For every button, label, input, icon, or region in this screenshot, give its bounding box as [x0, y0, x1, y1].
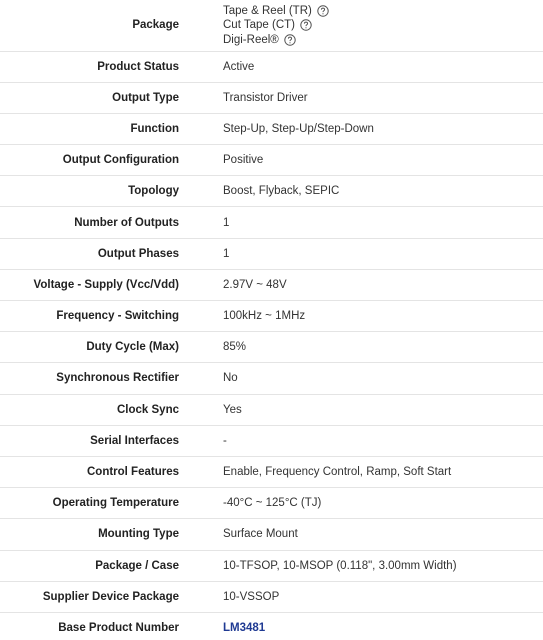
base-product-link[interactable]: LM3481	[223, 622, 266, 635]
spec-label: Output Phases	[0, 238, 206, 269]
package-option-label: Tape & Reel (TR)	[223, 4, 312, 17]
spec-label: Number of Outputs	[0, 207, 206, 238]
spec-row-control-features	[0, 456, 543, 487]
package-option-cut-tape	[223, 18, 543, 33]
spec-row-topology	[0, 176, 543, 207]
spec-value: Transistor Driver	[206, 82, 543, 113]
package-option-label: Digi-Reel®	[223, 33, 279, 46]
spec-row-duty-cycle	[0, 332, 543, 363]
spec-row-clock-sync	[0, 394, 543, 425]
spec-label: Package / Case	[0, 550, 206, 581]
spec-label: Duty Cycle (Max)	[0, 332, 206, 363]
spec-value: Positive	[206, 145, 543, 176]
spec-value: Enable, Frequency Control, Ramp, Soft Start	[206, 456, 543, 487]
spec-row-product-status	[0, 51, 543, 82]
spec-value: 1	[206, 238, 543, 269]
spec-label: Function	[0, 113, 206, 144]
spec-label: Serial Interfaces	[0, 425, 206, 456]
spec-row-output-configuration	[0, 145, 543, 176]
spec-label: Voltage - Supply (Vcc/Vdd)	[0, 269, 206, 300]
package-options	[206, 0, 543, 51]
spec-label: Control Features	[0, 456, 206, 487]
spec-value: Active	[206, 51, 543, 82]
base-product-cell	[206, 612, 543, 640]
spec-label: Output Type	[0, 82, 206, 113]
spec-label: Supplier Device Package	[0, 581, 206, 612]
spec-row-operating-temperature	[0, 488, 543, 519]
spec-row-package	[0, 0, 543, 51]
spec-row-package-case	[0, 550, 543, 581]
spec-label: Clock Sync	[0, 394, 206, 425]
spec-value: 1	[206, 207, 543, 238]
question-circle-icon[interactable]	[317, 5, 329, 17]
spec-label: Base Product Number	[0, 612, 206, 640]
spec-row-output-phases	[0, 238, 543, 269]
spec-value: 10-TFSOP, 10-MSOP (0.118", 3.00mm Width)	[206, 550, 543, 581]
spec-label: Product Status	[0, 51, 206, 82]
spec-row-function	[0, 113, 543, 144]
spec-value: Surface Mount	[206, 519, 543, 550]
question-circle-icon[interactable]	[300, 19, 312, 31]
spec-row-voltage-supply	[0, 269, 543, 300]
spec-value: -40°C ~ 125°C (TJ)	[206, 488, 543, 519]
spec-value: 85%	[206, 332, 543, 363]
spec-row-synchronous-rectifier	[0, 363, 543, 394]
spec-row-mounting-type	[0, 519, 543, 550]
spec-value: Step-Up, Step-Up/Step-Down	[206, 113, 543, 144]
spec-row-number-of-outputs	[0, 207, 543, 238]
package-option-label: Cut Tape (CT)	[223, 19, 296, 31]
spec-row-serial-interfaces	[0, 425, 543, 456]
spec-label: Topology	[0, 176, 206, 207]
spec-value: 10-VSSOP	[206, 581, 543, 612]
spec-label: Frequency - Switching	[0, 301, 206, 332]
spec-label: Operating Temperature	[0, 488, 206, 519]
spec-label: Synchronous Rectifier	[0, 363, 206, 394]
spec-value: -	[206, 425, 543, 456]
spec-value: 2.97V ~ 48V	[206, 269, 543, 300]
spec-row-base-product-number	[0, 612, 543, 640]
spec-value: No	[206, 363, 543, 394]
package-option-digi-reel	[223, 33, 543, 48]
spec-row-supplier-device-package	[0, 581, 543, 612]
spec-row-frequency-switching	[0, 301, 543, 332]
spec-value: Boost, Flyback, SEPIC	[206, 176, 543, 207]
spec-label: Output Configuration	[0, 145, 206, 176]
question-circle-icon[interactable]	[284, 34, 296, 46]
spec-label: Mounting Type	[0, 519, 206, 550]
spec-row-output-type	[0, 82, 543, 113]
package-option-tape-reel	[223, 4, 543, 19]
spec-label: Package	[132, 19, 179, 32]
spec-value: Yes	[206, 394, 543, 425]
spec-value: 100kHz ~ 1MHz	[206, 301, 543, 332]
